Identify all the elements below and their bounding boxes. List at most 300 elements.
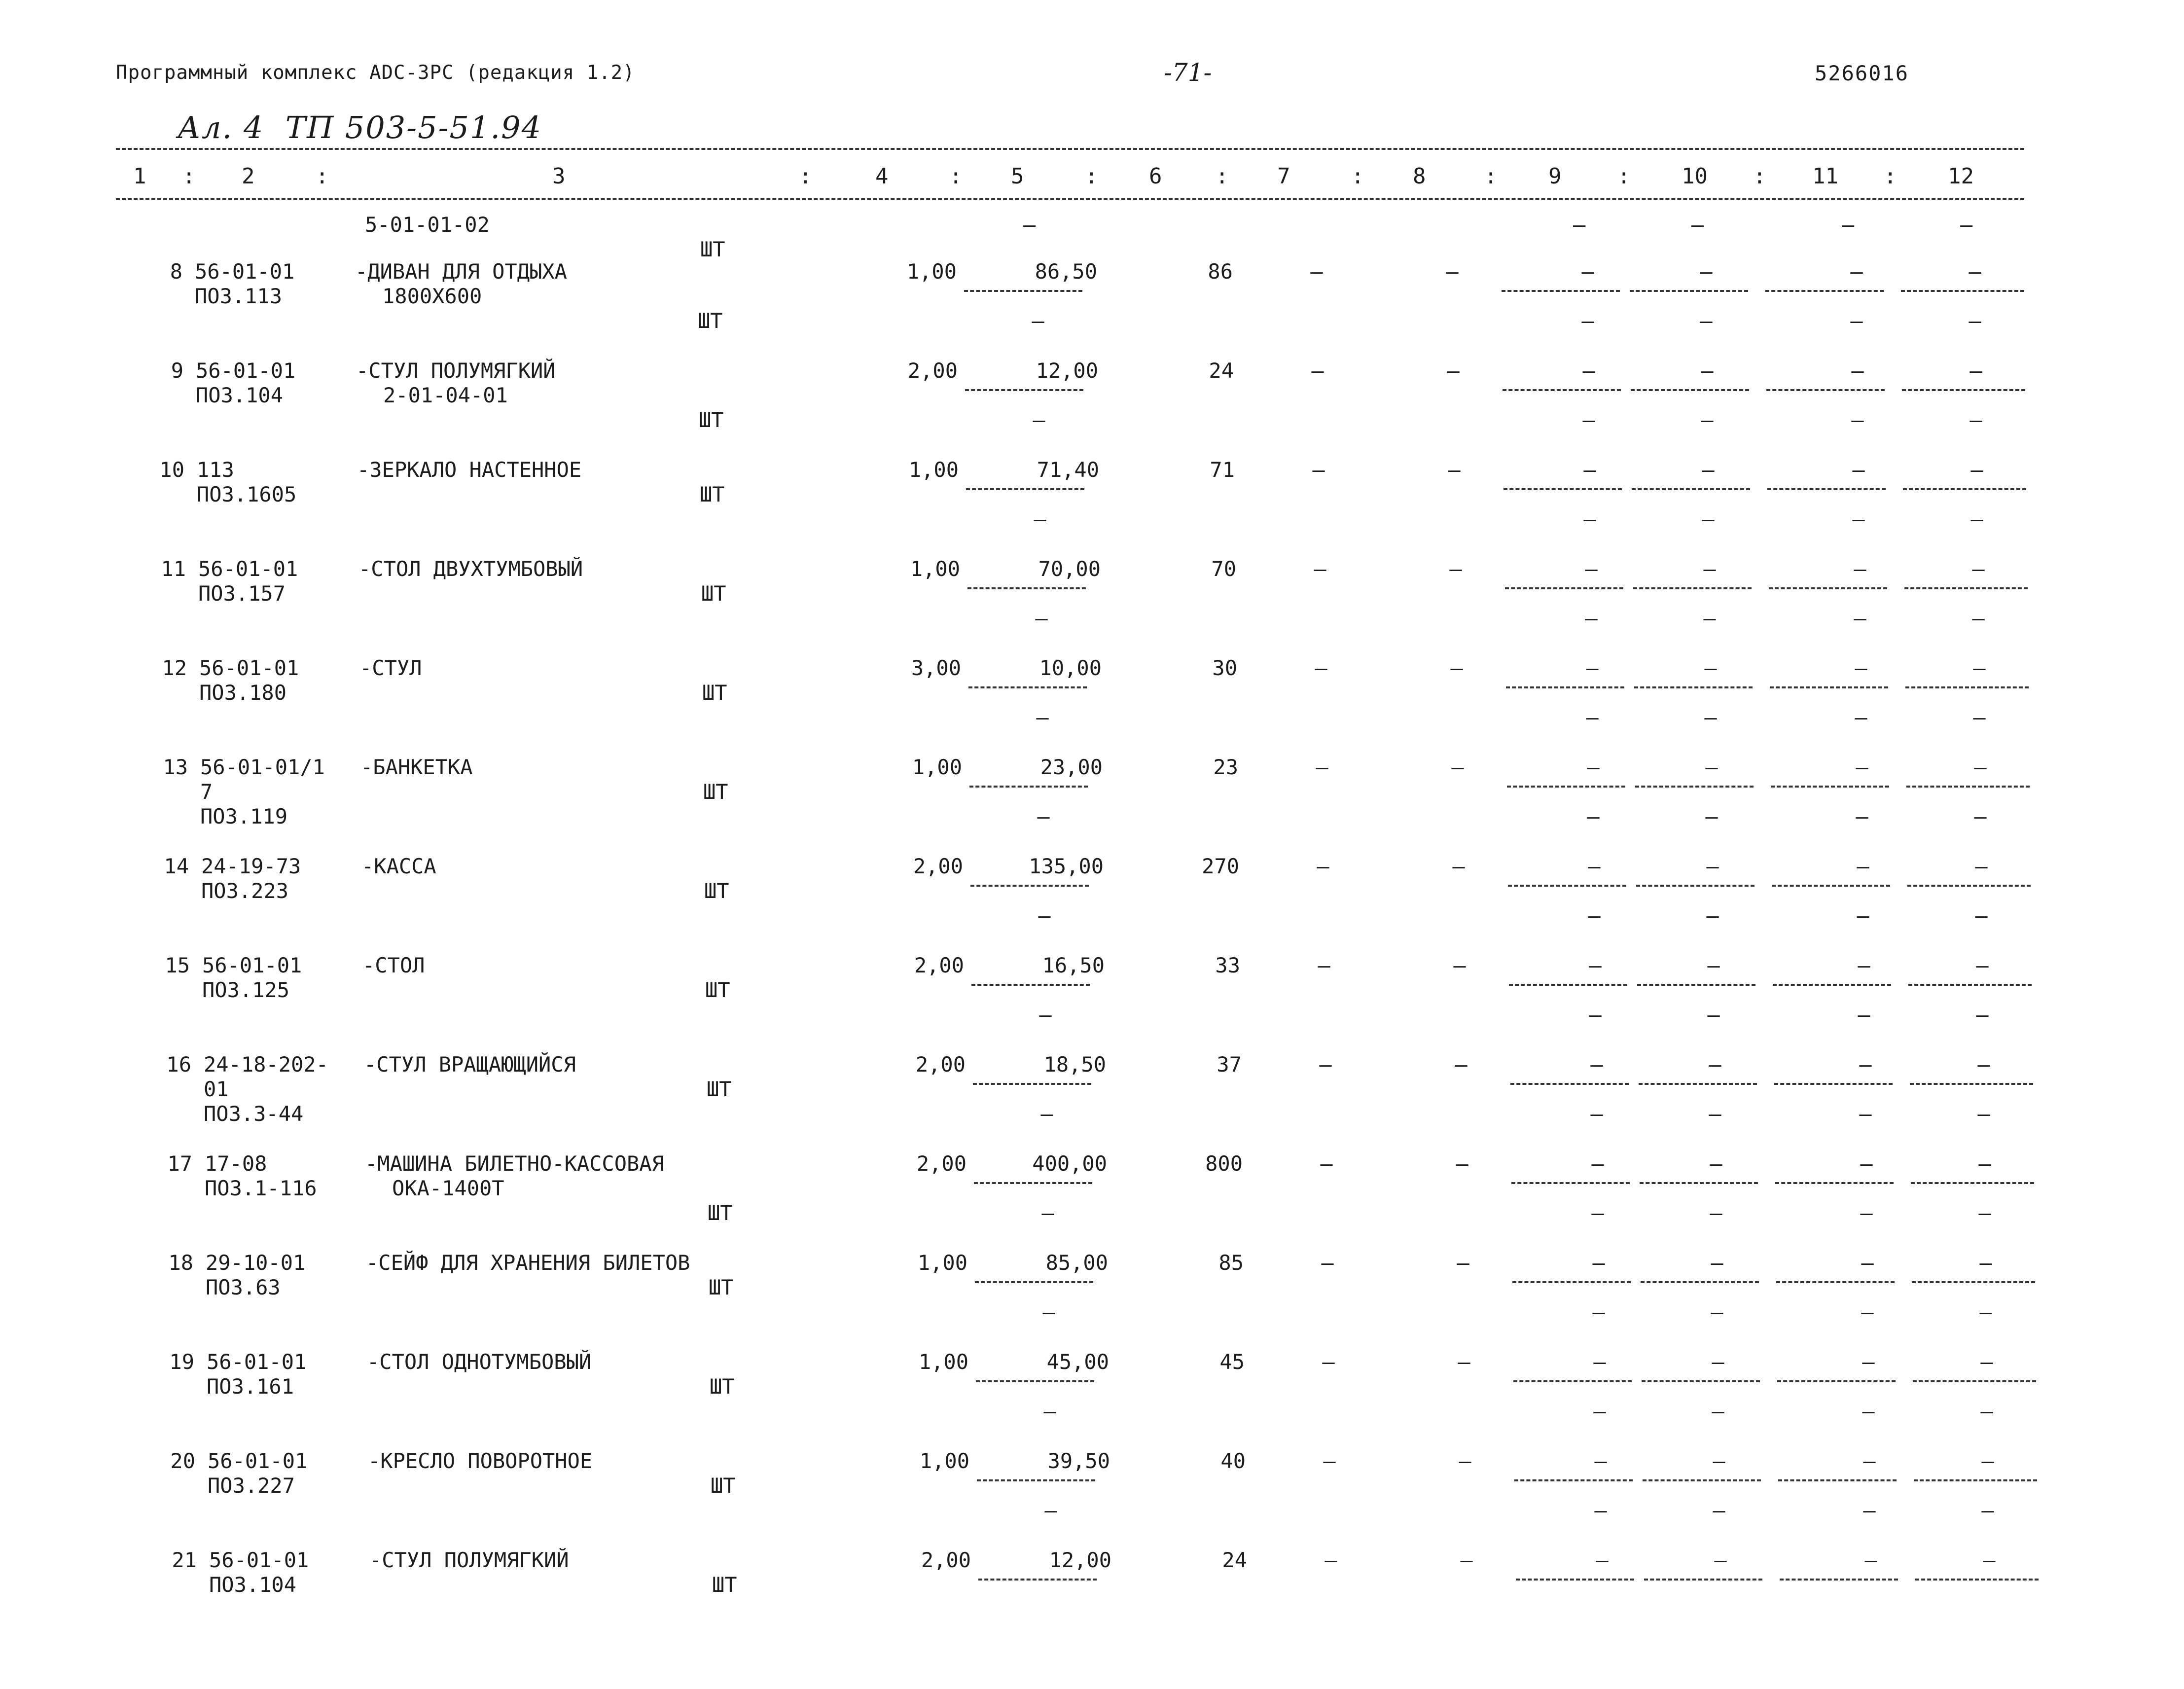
position-ref: 01 bbox=[204, 1077, 229, 1101]
position-ref: 7 bbox=[200, 780, 213, 804]
empty-value: – bbox=[1587, 755, 1600, 779]
item-spec: 1800Х600 bbox=[382, 284, 482, 308]
unit-price: 71,40 bbox=[1037, 458, 1099, 482]
empty-value: – bbox=[1860, 1201, 1873, 1225]
table-row bbox=[0, 1153, 2184, 1252]
empty-value: – bbox=[1859, 1102, 1872, 1126]
fraction-rule bbox=[1632, 488, 1750, 490]
total-cost: 45 bbox=[1219, 1350, 1245, 1374]
empty-value: – bbox=[1703, 557, 1716, 581]
empty-value: – bbox=[1039, 1003, 1052, 1027]
rate-code: 56-01-01 bbox=[208, 1449, 308, 1473]
unit-price: 18,50 bbox=[1043, 1052, 1106, 1077]
column-header: 1 bbox=[133, 164, 146, 189]
fraction-rule bbox=[977, 1479, 1095, 1481]
rate-code: 24-18-202- bbox=[204, 1052, 328, 1077]
fraction-rule bbox=[1507, 786, 1625, 788]
empty-value: – bbox=[1979, 1251, 1992, 1275]
quantity: 2,00 bbox=[913, 854, 963, 878]
item-name: -СТОЛ ДВУХТУМБОВЫЙ bbox=[358, 557, 583, 581]
unit: ШТ bbox=[708, 1201, 733, 1225]
empty-value: – bbox=[1711, 1300, 1723, 1324]
unit: ШТ bbox=[700, 482, 725, 506]
position-ref: ПОЗ.227 bbox=[208, 1473, 295, 1498]
empty-value: – bbox=[1973, 656, 1986, 680]
empty-value: – bbox=[1850, 309, 1863, 333]
total-cost: 71 bbox=[1210, 458, 1235, 482]
fraction-rule bbox=[1914, 1479, 2037, 1481]
empty-value: – bbox=[1969, 309, 1981, 333]
continuation-dash: – bbox=[1023, 213, 1036, 237]
empty-value: – bbox=[1593, 1399, 1606, 1423]
page-number: -71- bbox=[1164, 58, 1212, 87]
unit: ШТ bbox=[709, 1275, 734, 1299]
table-row bbox=[0, 1253, 2184, 1351]
rate-code: 56-01-01 bbox=[207, 1350, 307, 1374]
fraction-rule bbox=[1631, 389, 1749, 391]
total-cost: 800 bbox=[1205, 1151, 1243, 1176]
empty-value: – bbox=[1975, 854, 1988, 878]
empty-value: – bbox=[1705, 755, 1718, 779]
empty-value: – bbox=[1581, 259, 1594, 284]
fraction-rule bbox=[1641, 1281, 1759, 1283]
empty-value: – bbox=[1323, 1449, 1336, 1473]
fraction-rule bbox=[1915, 1579, 2039, 1581]
row-number: 19 bbox=[169, 1350, 194, 1374]
column-separator: : bbox=[1484, 164, 1498, 189]
fraction-rule bbox=[1906, 786, 2030, 788]
fraction-rule bbox=[1504, 488, 1622, 490]
row-number: 8 bbox=[170, 259, 182, 284]
fraction-rule bbox=[1905, 686, 2029, 688]
empty-value: – bbox=[1322, 1350, 1335, 1374]
position-ref: ПОЗ.125 bbox=[202, 978, 290, 1002]
empty-value: – bbox=[1314, 557, 1326, 581]
empty-value: – bbox=[1978, 1151, 1991, 1176]
fraction-rule bbox=[1772, 885, 1890, 887]
continuation-dash: – bbox=[1842, 213, 1855, 237]
row-number: 11 bbox=[161, 557, 186, 581]
fraction-rule bbox=[978, 1579, 1097, 1581]
empty-value: – bbox=[1701, 359, 1714, 383]
empty-value: – bbox=[1851, 408, 1864, 432]
empty-value: – bbox=[1710, 1201, 1722, 1225]
item-name: -СЕЙФ ДЛЯ ХРАНЕНИЯ БИЛЕТОВ bbox=[366, 1251, 690, 1275]
total-cost: 24 bbox=[1209, 359, 1234, 383]
header-divider bbox=[116, 198, 2024, 200]
item-name: -БАНКЕТКА bbox=[360, 755, 473, 779]
table-row bbox=[0, 261, 2184, 360]
column-separator: : bbox=[1216, 164, 1229, 189]
empty-value: – bbox=[1321, 1251, 1334, 1275]
empty-value: – bbox=[1857, 903, 1869, 928]
fraction-rule bbox=[1513, 1380, 1632, 1382]
rate-code: 56-01-01 bbox=[209, 1548, 309, 1572]
fraction-rule bbox=[1767, 488, 1886, 490]
fraction-rule bbox=[1769, 587, 1887, 589]
empty-value: – bbox=[1594, 1498, 1607, 1522]
item-name: -КАССА bbox=[361, 854, 436, 878]
position-ref: ПОЗ.119 bbox=[200, 804, 288, 828]
row-number: 9 bbox=[171, 359, 183, 383]
empty-value: – bbox=[1969, 259, 1981, 284]
rate-code: 24-19-73 bbox=[201, 854, 301, 878]
fraction-rule bbox=[1912, 1281, 2035, 1283]
rate-code: 56-01-01 bbox=[195, 259, 295, 284]
empty-value: – bbox=[1709, 1102, 1721, 1126]
empty-value: – bbox=[1856, 755, 1868, 779]
fraction-rule bbox=[1514, 1479, 1633, 1481]
fraction-rule bbox=[1639, 1083, 1757, 1085]
empty-value: – bbox=[1042, 1300, 1055, 1324]
empty-value: – bbox=[1710, 1151, 1722, 1176]
unit: ШТ bbox=[702, 681, 727, 705]
table-row bbox=[0, 460, 2184, 558]
fraction-rule bbox=[1770, 686, 1888, 688]
empty-value: – bbox=[1317, 854, 1329, 878]
empty-value: – bbox=[1460, 1548, 1473, 1572]
column-separator: : bbox=[1884, 164, 1897, 189]
empty-value: – bbox=[1974, 804, 1987, 828]
position-ref: ПОЗ.104 bbox=[209, 1573, 297, 1597]
top-divider bbox=[116, 148, 2024, 150]
column-separator: : bbox=[1617, 164, 1631, 189]
empty-value: – bbox=[1032, 309, 1044, 333]
quantity: 2,00 bbox=[921, 1548, 971, 1572]
fraction-rule bbox=[1903, 488, 2026, 490]
empty-value: – bbox=[1705, 804, 1718, 828]
empty-value: – bbox=[1040, 1102, 1053, 1126]
fraction-rule bbox=[1506, 686, 1624, 688]
empty-value: – bbox=[1587, 804, 1600, 828]
column-header: 5 bbox=[1011, 164, 1024, 189]
empty-value: – bbox=[1855, 705, 1867, 729]
position-ref: ПОЗ.3-44 bbox=[204, 1102, 304, 1126]
fraction-rule bbox=[1505, 587, 1623, 589]
total-cost: 86 bbox=[1208, 259, 1233, 284]
empty-value: – bbox=[1972, 606, 1985, 630]
empty-value: – bbox=[1701, 408, 1714, 432]
column-separator: : bbox=[182, 164, 196, 189]
fraction-rule bbox=[1774, 1083, 1893, 1085]
empty-value: – bbox=[1316, 755, 1328, 779]
total-cost: 40 bbox=[1220, 1449, 1246, 1473]
rate-code: 56-01-01 bbox=[198, 557, 298, 581]
empty-value: – bbox=[1457, 1251, 1469, 1275]
empty-value: – bbox=[1861, 1251, 1874, 1275]
empty-value: – bbox=[1035, 606, 1048, 630]
handwritten-reference: Ал. 4 ТП 503-5-51.94 bbox=[178, 109, 542, 145]
continuation-code: 5-01-01-02 bbox=[365, 213, 490, 237]
rate-code: 56-01-01 bbox=[196, 359, 296, 383]
empty-value: – bbox=[1703, 606, 1716, 630]
unit: ШТ bbox=[699, 408, 724, 432]
item-spec: ОКА-1400Т bbox=[392, 1176, 504, 1200]
column-header: 12 bbox=[1948, 164, 1974, 189]
empty-value: – bbox=[1459, 1449, 1471, 1473]
empty-value: – bbox=[1456, 1151, 1468, 1176]
column-header: 4 bbox=[875, 164, 889, 189]
column-separator: : bbox=[316, 164, 329, 189]
fraction-rule bbox=[1778, 1479, 1897, 1481]
quantity: 1,00 bbox=[910, 557, 960, 581]
empty-value: – bbox=[1038, 903, 1051, 928]
continuation-dash: – bbox=[1573, 213, 1586, 237]
empty-value: – bbox=[1863, 1498, 1876, 1522]
unit: ШТ bbox=[710, 1374, 735, 1399]
row-number: 16 bbox=[166, 1052, 191, 1077]
fraction-rule bbox=[1644, 1579, 1762, 1581]
empty-value: – bbox=[1861, 1300, 1874, 1324]
column-header: 2 bbox=[242, 164, 255, 189]
empty-value: – bbox=[1037, 804, 1050, 828]
fraction-rule bbox=[1901, 290, 2024, 292]
fraction-rule bbox=[970, 885, 1089, 887]
fraction-rule bbox=[1640, 1182, 1758, 1184]
fraction-rule bbox=[1907, 885, 2031, 887]
unit-price: 10,00 bbox=[1039, 656, 1102, 680]
empty-value: – bbox=[1976, 1003, 1989, 1027]
item-name: -СТУЛ bbox=[359, 656, 422, 680]
column-header: 10 bbox=[1682, 164, 1708, 189]
item-name: -СТУЛ ПОЛУМЯГКИЙ bbox=[369, 1548, 569, 1572]
empty-value: – bbox=[1706, 854, 1719, 878]
empty-value: – bbox=[1310, 259, 1323, 284]
fraction-rule bbox=[1773, 984, 1891, 986]
empty-value: – bbox=[1863, 1449, 1876, 1473]
empty-value: – bbox=[1704, 656, 1717, 680]
empty-value: – bbox=[1981, 1449, 1994, 1473]
fraction-rule bbox=[1516, 1579, 1634, 1581]
fraction-rule bbox=[975, 1281, 1093, 1283]
empty-value: – bbox=[1591, 1151, 1604, 1176]
unit: ШТ bbox=[701, 581, 726, 606]
unit-price: 135,00 bbox=[1029, 854, 1104, 878]
document-code: 5266016 bbox=[1815, 61, 1909, 85]
fraction-rule bbox=[1904, 587, 2028, 589]
empty-value: – bbox=[1312, 458, 1325, 482]
empty-value: – bbox=[1975, 903, 1988, 928]
empty-value: – bbox=[1041, 1201, 1054, 1225]
empty-value: – bbox=[1450, 656, 1463, 680]
row-number: 15 bbox=[165, 953, 190, 977]
row-number: 18 bbox=[168, 1251, 193, 1275]
fraction-rule bbox=[1510, 1083, 1629, 1085]
unit-price: 86,50 bbox=[1035, 259, 1097, 284]
fraction-rule bbox=[1776, 1281, 1895, 1283]
empty-value: – bbox=[1591, 1201, 1604, 1225]
total-cost: 23 bbox=[1213, 755, 1238, 779]
empty-value: – bbox=[1714, 1548, 1727, 1572]
unit-price: 400,00 bbox=[1032, 1151, 1107, 1176]
empty-value: – bbox=[1864, 1548, 1877, 1572]
empty-value: – bbox=[1320, 1151, 1333, 1176]
column-separator: : bbox=[949, 164, 963, 189]
empty-value: – bbox=[1589, 953, 1602, 977]
empty-value: – bbox=[1702, 458, 1715, 482]
quantity: 1,00 bbox=[912, 755, 962, 779]
empty-value: – bbox=[1973, 705, 1986, 729]
empty-value: – bbox=[1583, 507, 1596, 531]
column-header: 9 bbox=[1548, 164, 1562, 189]
fraction-rule bbox=[966, 488, 1084, 490]
fraction-rule bbox=[1642, 1380, 1760, 1382]
empty-value: – bbox=[1851, 359, 1864, 383]
empty-value: – bbox=[1970, 507, 1983, 531]
empty-value: – bbox=[1706, 903, 1719, 928]
fraction-rule bbox=[1502, 290, 1620, 292]
fraction-rule bbox=[1902, 389, 2025, 391]
column-header: 8 bbox=[1413, 164, 1426, 189]
column-header: 11 bbox=[1812, 164, 1838, 189]
empty-value: – bbox=[1596, 1548, 1609, 1572]
empty-value: – bbox=[1581, 309, 1594, 333]
column-header: 7 bbox=[1277, 164, 1290, 189]
quantity: 1,00 bbox=[906, 259, 957, 284]
column-separator: : bbox=[799, 164, 812, 189]
fraction-rule bbox=[1637, 984, 1755, 986]
table-row bbox=[0, 856, 2184, 955]
position-ref: ПОЗ.63 bbox=[206, 1275, 281, 1299]
total-cost: 270 bbox=[1202, 854, 1239, 878]
empty-value: – bbox=[1713, 1498, 1725, 1522]
item-spec: 2-01-04-01 bbox=[383, 383, 508, 407]
table-row bbox=[0, 1451, 2184, 1549]
empty-value: – bbox=[1707, 953, 1720, 977]
fraction-rule bbox=[965, 389, 1083, 391]
fraction-rule bbox=[1910, 1083, 2033, 1085]
column-header: 6 bbox=[1149, 164, 1162, 189]
empty-value: – bbox=[1588, 903, 1601, 928]
fraction-rule bbox=[967, 587, 1086, 589]
position-ref: ПОЗ.161 bbox=[207, 1374, 294, 1399]
empty-value: – bbox=[1455, 1052, 1468, 1077]
unit: ШТ bbox=[711, 1473, 736, 1498]
empty-value: – bbox=[1585, 606, 1598, 630]
rate-code: 17-08 bbox=[205, 1151, 267, 1176]
empty-value: – bbox=[1709, 1052, 1721, 1077]
table-row bbox=[0, 1054, 2184, 1153]
column-separator: : bbox=[1085, 164, 1098, 189]
fraction-rule bbox=[1908, 984, 2032, 986]
empty-value: – bbox=[1448, 458, 1461, 482]
row-number: 17 bbox=[167, 1151, 192, 1176]
fraction-rule bbox=[976, 1380, 1094, 1382]
empty-value: – bbox=[1586, 656, 1599, 680]
empty-value: – bbox=[1858, 953, 1870, 977]
program-title: Программный комплекс АDС-ЗРС (редакция 1.2) bbox=[116, 62, 635, 84]
empty-value: – bbox=[1315, 656, 1327, 680]
empty-value: – bbox=[1453, 953, 1466, 977]
row-number: 21 bbox=[172, 1548, 197, 1572]
fraction-rule bbox=[1509, 984, 1627, 986]
fraction-rule bbox=[964, 290, 1082, 292]
row-number: 14 bbox=[164, 854, 189, 878]
table-row bbox=[0, 360, 2184, 459]
quantity: 2,00 bbox=[916, 1151, 967, 1176]
quantity: 1,00 bbox=[917, 1251, 967, 1275]
empty-value: – bbox=[1034, 507, 1046, 531]
unit-price: 16,50 bbox=[1042, 953, 1105, 977]
empty-value: – bbox=[1713, 1449, 1725, 1473]
empty-value: – bbox=[1859, 1052, 1872, 1077]
empty-value: – bbox=[1977, 1052, 1990, 1077]
empty-value: – bbox=[1981, 1498, 1994, 1522]
total-cost: 70 bbox=[1211, 557, 1236, 581]
continuation-unit: ШТ bbox=[700, 237, 725, 261]
empty-value: – bbox=[1862, 1399, 1875, 1423]
fraction-rule bbox=[1630, 290, 1748, 292]
fraction-rule bbox=[1911, 1182, 2034, 1184]
position-ref: ПОЗ.1605 bbox=[197, 482, 297, 506]
empty-value: – bbox=[1972, 557, 1985, 581]
fraction-rule bbox=[1635, 786, 1754, 788]
empty-value: – bbox=[1980, 1399, 1993, 1423]
empty-value: – bbox=[1590, 1102, 1603, 1126]
unit: ШТ bbox=[704, 879, 729, 903]
quantity: 2,00 bbox=[914, 953, 964, 977]
fraction-rule bbox=[1766, 389, 1885, 391]
quantity: 1,00 bbox=[908, 458, 959, 482]
empty-value: – bbox=[1319, 1052, 1332, 1077]
empty-value: – bbox=[1592, 1251, 1605, 1275]
empty-value: – bbox=[1974, 755, 1987, 779]
fraction-rule bbox=[1508, 885, 1626, 887]
fraction-rule bbox=[1775, 1182, 1894, 1184]
fraction-rule bbox=[1634, 686, 1753, 688]
position-ref: ПОЗ.180 bbox=[199, 681, 287, 705]
fraction-rule bbox=[1777, 1380, 1896, 1382]
column-separator: : bbox=[1351, 164, 1364, 189]
empty-value: – bbox=[1704, 705, 1717, 729]
continuation-dash: – bbox=[1691, 213, 1704, 237]
fraction-rule bbox=[971, 984, 1090, 986]
empty-value: – bbox=[1969, 359, 1982, 383]
fraction-rule bbox=[1512, 1281, 1631, 1283]
row-number: 13 bbox=[163, 755, 188, 779]
column-header: 3 bbox=[552, 164, 566, 189]
rate-code: 56-01-01 bbox=[199, 656, 299, 680]
empty-value: – bbox=[1582, 359, 1595, 383]
unit-price: 70,00 bbox=[1038, 557, 1101, 581]
empty-value: – bbox=[1862, 1350, 1875, 1374]
empty-value: – bbox=[1852, 458, 1865, 482]
unit: ШТ bbox=[698, 309, 723, 333]
fraction-rule bbox=[973, 1083, 1091, 1085]
item-name: -КРЕСЛО ПОВОРОТНОЕ bbox=[368, 1449, 593, 1473]
position-ref: ПОЗ.1-116 bbox=[205, 1176, 317, 1200]
fraction-rule bbox=[1633, 587, 1752, 589]
empty-value: – bbox=[1044, 1498, 1057, 1522]
item-name: -СТОЛ bbox=[362, 953, 425, 977]
unit: ШТ bbox=[707, 1077, 732, 1101]
column-separator: : bbox=[1753, 164, 1766, 189]
fraction-rule bbox=[1913, 1380, 2036, 1382]
empty-value: – bbox=[1852, 507, 1865, 531]
empty-value: – bbox=[1969, 408, 1982, 432]
rate-code: 113 bbox=[197, 458, 234, 482]
row-number: 20 bbox=[170, 1449, 195, 1473]
empty-value: – bbox=[1311, 359, 1324, 383]
empty-value: – bbox=[1978, 1201, 1991, 1225]
unit: ШТ bbox=[703, 780, 728, 804]
unit-price: 23,00 bbox=[1040, 755, 1103, 779]
item-name: -СТОЛ ОДНОТУМБОВЫЙ bbox=[367, 1350, 592, 1374]
empty-value: – bbox=[1589, 1003, 1602, 1027]
empty-value: – bbox=[1854, 606, 1866, 630]
empty-value: – bbox=[1979, 1300, 1992, 1324]
table-row bbox=[0, 559, 2184, 657]
